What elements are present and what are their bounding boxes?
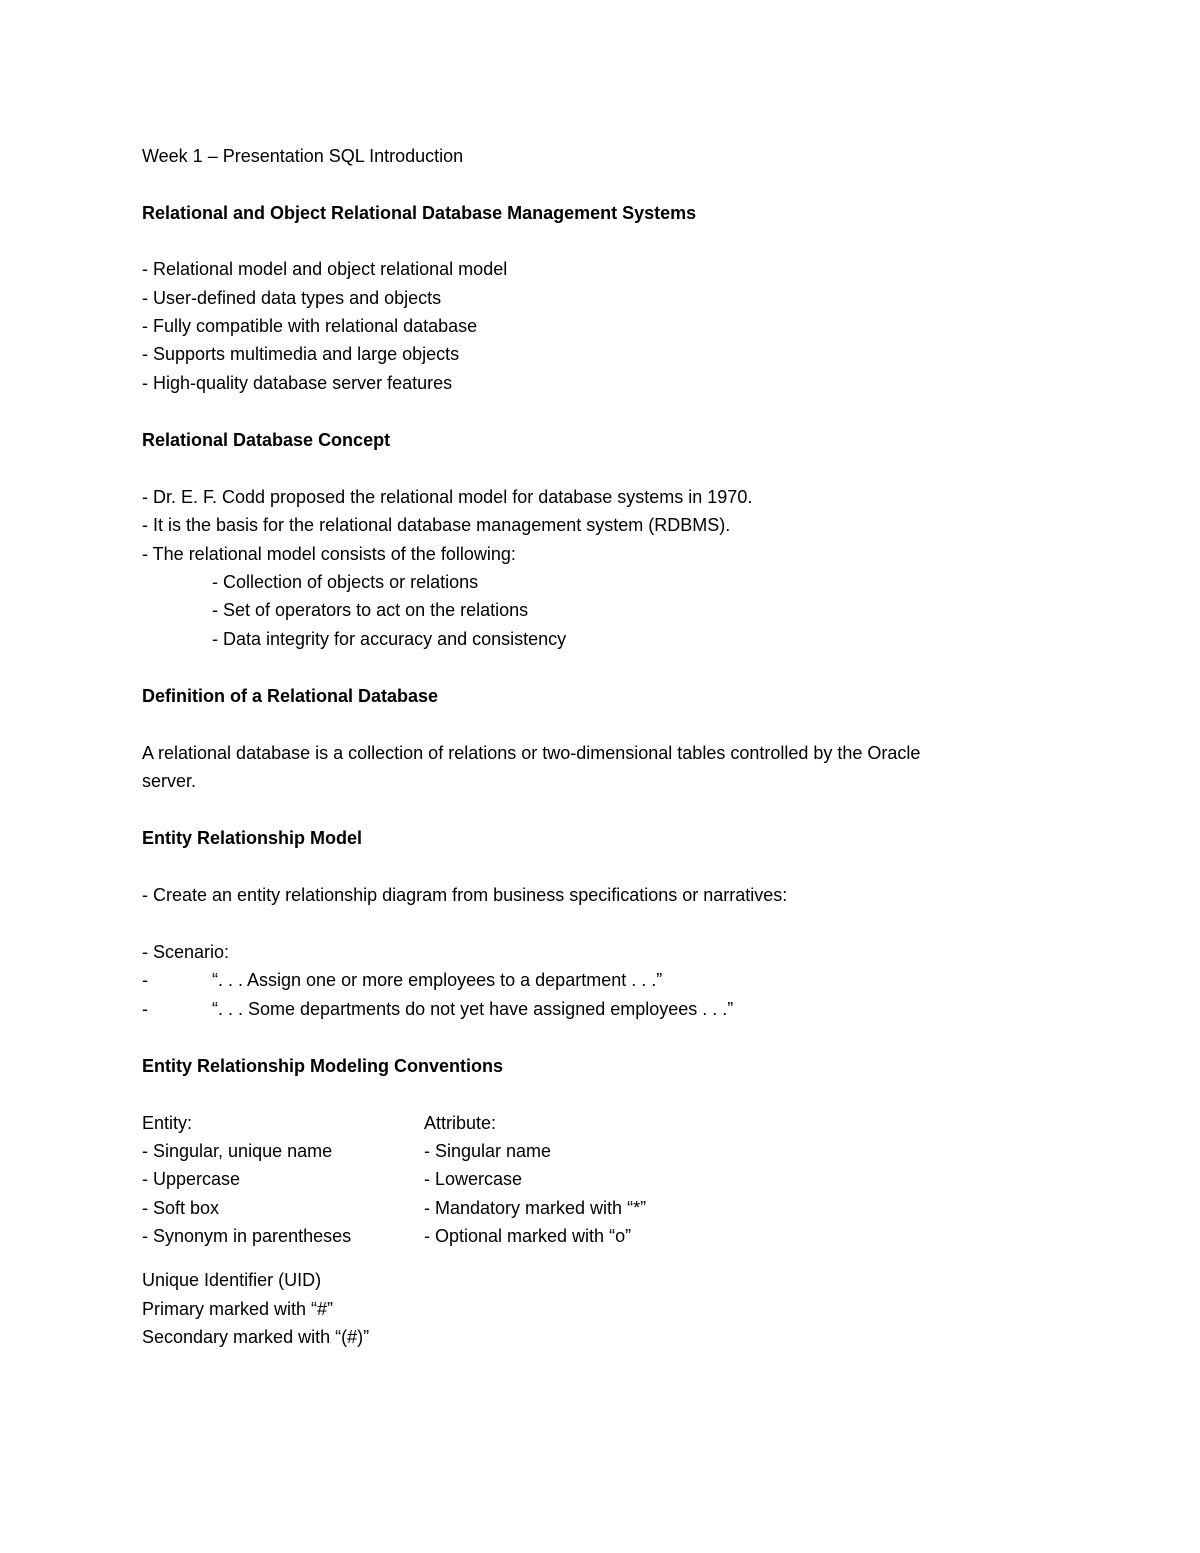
scenario-quote: “. . . Assign one or more employees to a department . . .” xyxy=(212,970,663,990)
attribute-label: Attribute: xyxy=(424,1113,497,1133)
entity-item: - Synonym in parentheses xyxy=(142,1226,352,1246)
section-heading-definition: Definition of a Relational Database xyxy=(142,686,439,706)
uid-line: Primary marked with “#” xyxy=(142,1299,334,1319)
list-item: - Relational model and object relational model xyxy=(142,259,508,279)
list-item: - User-defined data types and objects xyxy=(142,288,442,308)
list-item: - Create an entity relationship diagram from business specifications or narratives: xyxy=(142,885,788,905)
section-heading-concept: Relational Database Concept xyxy=(142,430,391,450)
entity-item: - Soft box xyxy=(142,1198,220,1218)
paragraph-line: A relational database is a collection of relations or two-dimensional tables controlled by the Oracle xyxy=(142,743,921,763)
sub-list-item: - Collection of objects or relations xyxy=(212,572,479,592)
section-heading-er-model: Entity Relationship Model xyxy=(142,828,363,848)
entity-item: - Singular, unique name xyxy=(142,1141,333,1161)
list-item: - Supports multimedia and large objects xyxy=(142,344,460,364)
uid-line: Secondary marked with “(#)” xyxy=(142,1327,370,1347)
attribute-item: - Optional marked with “o” xyxy=(424,1226,632,1246)
list-item: - High-quality database server features xyxy=(142,373,453,393)
attribute-item: - Lowercase xyxy=(424,1169,523,1189)
scenario-dash: - xyxy=(142,970,148,990)
entity-label: Entity: xyxy=(142,1113,193,1133)
sub-list-item: - Data integrity for accuracy and consistency xyxy=(212,629,567,649)
paragraph-line: server. xyxy=(142,771,197,791)
section-heading-rdbms: Relational and Object Relational Database Management Systems xyxy=(142,203,697,223)
uid-line: Unique Identifier (UID) xyxy=(142,1270,322,1290)
scenario-quote: “. . . Some departments do not yet have assigned employees . . .” xyxy=(212,999,734,1019)
list-item: - Fully compatible with relational database xyxy=(142,316,478,336)
scenario-label: - Scenario: xyxy=(142,942,230,962)
attribute-item: - Mandatory marked with “*” xyxy=(424,1198,647,1218)
scenario-dash: - xyxy=(142,999,148,1019)
list-item: - Dr. E. F. Codd proposed the relational model for database systems in 1970. xyxy=(142,487,753,507)
section-heading-conventions: Entity Relationship Modeling Conventions xyxy=(142,1056,504,1076)
entity-item: - Uppercase xyxy=(142,1169,241,1189)
list-item: - The relational model consists of the following: xyxy=(142,544,516,564)
list-item: - It is the basis for the relational database management system (RDBMS). xyxy=(142,515,731,535)
sub-list-item: - Set of operators to act on the relations xyxy=(212,600,529,620)
attribute-item: - Singular name xyxy=(424,1141,552,1161)
document-title: Week 1 – Presentation SQL Introduction xyxy=(142,146,464,166)
